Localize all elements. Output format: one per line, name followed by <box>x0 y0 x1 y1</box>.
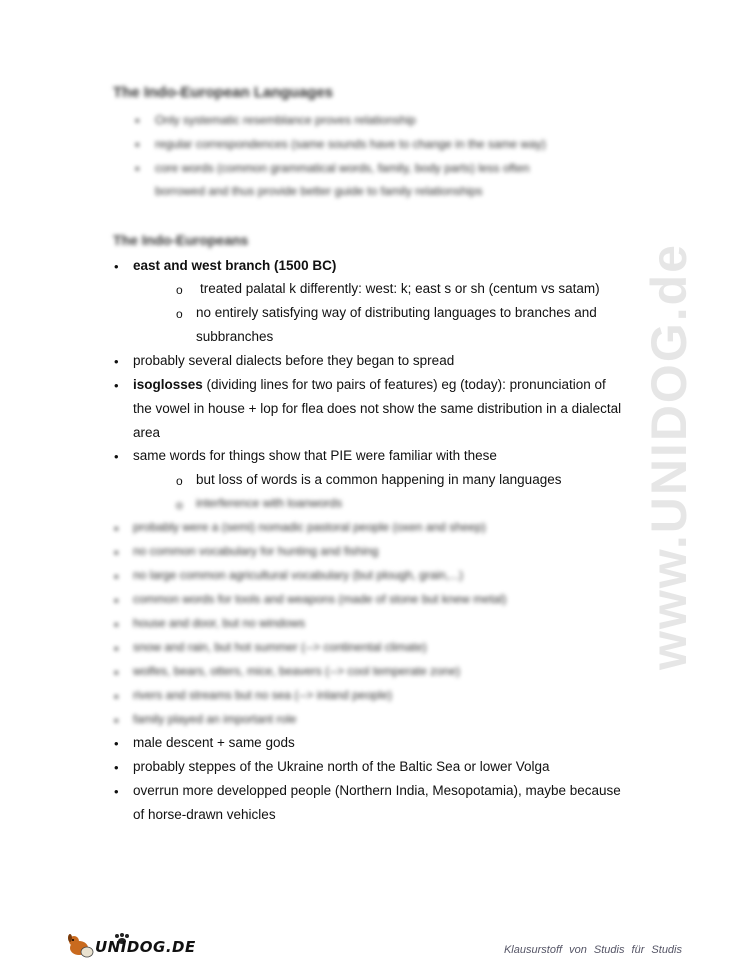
section-title-languages: The Indo-European Languages <box>113 84 334 101</box>
list-item-cont: the vowel in house + lop for flea does not show the same distribution in a dialectal <box>133 401 622 416</box>
bullet-icon: • <box>114 545 119 560</box>
list-item: same words for things show that PIE were familiar with these <box>133 448 497 463</box>
list-item: probably were a (semi) nomadic pastoral people (oxen and sheep) <box>133 520 486 534</box>
list-item: no common vocabulary for hunting and fishing <box>133 544 379 558</box>
list-item: overrun more developped people (Northern India, Mesopotamia), maybe because <box>133 783 621 798</box>
list-item: family played an important role <box>133 712 297 726</box>
list-item: core words (common grammatical words, family, body parts) less often <box>155 161 530 175</box>
unidog-logo <box>65 930 195 960</box>
bullet-icon: • <box>114 521 119 536</box>
list-item: Only systematic resemblance proves relationship <box>155 113 416 127</box>
bullet-icon: • <box>135 113 140 128</box>
sub-bullet-icon: o <box>176 474 183 488</box>
list-item: regular correspondences (same sounds have to change in the same way) <box>155 137 546 151</box>
list-item: male descent + same gods <box>133 735 295 750</box>
bullet-icon: • <box>135 161 140 176</box>
bullet-icon: • <box>114 617 119 632</box>
list-item: snow and rain, but hot summer (--> continental climate) <box>133 640 427 654</box>
list-item-branches: east and west branch (1500 BC) <box>133 258 337 273</box>
section-title-indo-europeans: The Indo-Europeans <box>113 232 249 248</box>
logo-text: UNIDOG.DE <box>95 938 196 956</box>
bullet-icon: • <box>114 259 119 274</box>
list-item: house and door, but no windows <box>133 616 306 630</box>
list-item: rivers and streams but no sea (--> inland people) <box>133 688 393 702</box>
sub-item-cont: subbranches <box>196 329 274 344</box>
bullet-icon: • <box>114 378 119 393</box>
sub-item: interference with loanwords <box>196 496 343 510</box>
sub-item: no entirely satisfying way of distributing languages to branches and <box>196 305 597 320</box>
list-item: common words for tools and weapons (made of stone but knew metal) <box>133 592 507 606</box>
bullet-icon: • <box>114 665 119 680</box>
bullet-icon: • <box>114 760 119 775</box>
bullet-icon: • <box>114 449 119 464</box>
isoglosses-text: (dividing lines for two pairs of features) eg (today): pronunciation of <box>202 377 606 392</box>
bullet-icon: • <box>114 593 119 608</box>
sub-item: but loss of words is a common happening in many languages <box>196 472 562 487</box>
sub-item: treated palatal k differently: west: k; east s or sh (centum vs satam) <box>200 281 600 296</box>
sub-bullet-icon: o <box>176 498 183 512</box>
list-item-cont: of horse-drawn vehicles <box>133 807 276 822</box>
isoglosses-term: isoglosses <box>133 377 203 392</box>
bullet-icon: • <box>114 713 119 728</box>
bullet-icon: • <box>135 137 140 152</box>
sub-bullet-icon: o <box>176 307 183 321</box>
list-item: no large common agricultural vocabulary (but plough, grain,...) <box>133 568 464 582</box>
bullet-icon: • <box>114 354 119 369</box>
list-item-cont: area <box>133 425 161 440</box>
list-item: borrowed and thus provide better guide to family relationships <box>155 184 483 198</box>
bullet-icon: • <box>114 641 119 656</box>
bullet-icon: • <box>114 689 119 704</box>
list-item: probably steppes of the Ukraine north of the Baltic Sea or lower Volga <box>133 759 550 774</box>
bullet-icon: • <box>114 784 119 799</box>
footer-tagline: Klausurstoff von Studis für Studis <box>503 944 682 956</box>
bullet-icon: • <box>114 569 119 584</box>
list-item-isoglosses <box>133 377 606 392</box>
list-item: wolfes, bears, otters, mice, beavers (--> cool temperate zone) <box>133 664 461 678</box>
watermark: www.UNIDOG.de <box>641 243 697 670</box>
list-item: probably several dialects before they began to spread <box>133 353 455 368</box>
bullet-icon: • <box>114 736 119 751</box>
sub-bullet-icon: o <box>176 283 183 297</box>
